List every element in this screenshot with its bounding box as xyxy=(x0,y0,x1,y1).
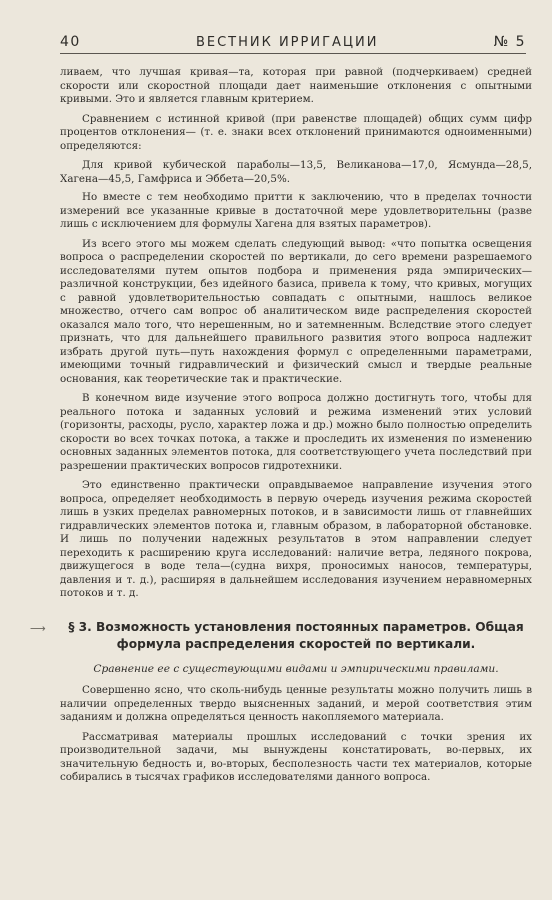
page-number: 40 xyxy=(60,34,81,50)
paragraph: Из всего этого мы можем сделать следующий вывод: «что попытка освещения вопроса о распределении скоростей по вертикали, до сего времени разрешаемого исследователями путем опытов подбора и применения ряда эмпирических—различной конструкции, без идейного базиса, привела к тому, что кривых, могущих с равной удовлетворительностью совпадать с опытными, нашлось великое множество, отчего сам вопрос об аналитическом виде распределения скоростей оказался мало того, что нерешенным, но и затемненным. Вследствие этого следует признать, что для дальнейшего правильного развития этого вопроса надлежит избрать другой путь—путь нахождения формул с определенными параметрами, имеющими точный гидравлический и физический смысл и твердые реальные основания, как теоретические так и практические. xyxy=(60,237,532,385)
page-header xyxy=(60,34,526,54)
paragraph: Но вместе с тем необходимо притти к заключению, что в пределах точности измерений все указанные кривые в достаточной мере удовлетворительны (разве лишь с исключением для формулы Хагена для взятых параметров). xyxy=(60,191,532,230)
paragraph: ливаем, что лучшая кривая—та, которая при равной (подчеркиваем) средней скорости или скоростной площади дает наименьшие отклонения с опытными кривыми. Это и является главным критерием. xyxy=(60,66,532,105)
paragraph: Совершенно ясно, что сколь-нибудь ценные результаты можно получить лишь в наличии определенных твердо выясненных заданий, и мерой соответствия этим заданиям и должна определяться ценность накопляемого материала. xyxy=(60,684,532,723)
section-heading xyxy=(30,619,532,653)
journal-title: ВЕСТНИК ИРРИГАЦИИ xyxy=(195,35,379,50)
paragraph: Рассматривая материалы прошлых исследований с точки зрения их производительной задачи, мы вынуждены констатировать, во-первых, их значительную бедность и, во-вторых, бесполезность части тех материалов, которые собирались в тысячах графиков исследователями данного вопроса. xyxy=(60,730,532,783)
article-body xyxy=(30,66,532,785)
paragraph: В конечном виде изучение этого вопроса должно достигнуть того, чтобы для реального потока и заданных условий и режима изменений этих условий (горизонты, расходы, русло, характер ложа и др.) можно было полностью определить скорости во всех точках потока, а также и проследить их изменения по изменению основных заданных элементов потока, для соответствующего учета последствий при разрешении практических вопросов гидротехники. xyxy=(60,392,532,472)
paragraph: Для кривой кубической параболы—13,5, Великанова—17,0, Ясмунда—28,5, Хагена—45,5, Гамфриса и Эббета—20,5%. xyxy=(60,159,532,185)
section-subtitle: Сравнение ее с существующими видами и эмпирическими правилами. xyxy=(93,662,499,675)
paragraph: Сравнением с истинной кривой (при равенстве площадей) общих сумм цифр процентов отклонения— (т. е. знаки всех отклонений принимаются одноименными) определяются: xyxy=(60,112,532,152)
paragraph: Это единственно практически оправдываемое направление изучения этого вопроса, определяет необходимость в первую очередь изучения режима скоростей лишь в узких пределах равномерных потоков, и в зависимости лишь от главнейших гидравлических элементов потока и, главным образом, в лабораторной обстановке. И лишь по получении надежных результатов в этом направлении следует переходить к расширению круга исследований: наличие ветра, ледяного покрова, движущегося в воде тела—(судна вихря, проносимых наносов, температуры, давления и т. д.), расширяя в дальнейшем исследования изучением неравномерных потоков и т. д. xyxy=(60,479,532,599)
margin-mark-icon: ⟶ xyxy=(30,621,46,635)
section-number: § 3. xyxy=(68,619,92,634)
section-title: Возможность установления постоянных параметров. Общая формула распределения скоростей по вертикали. xyxy=(96,619,524,651)
issue-number: № 5 xyxy=(493,34,526,50)
